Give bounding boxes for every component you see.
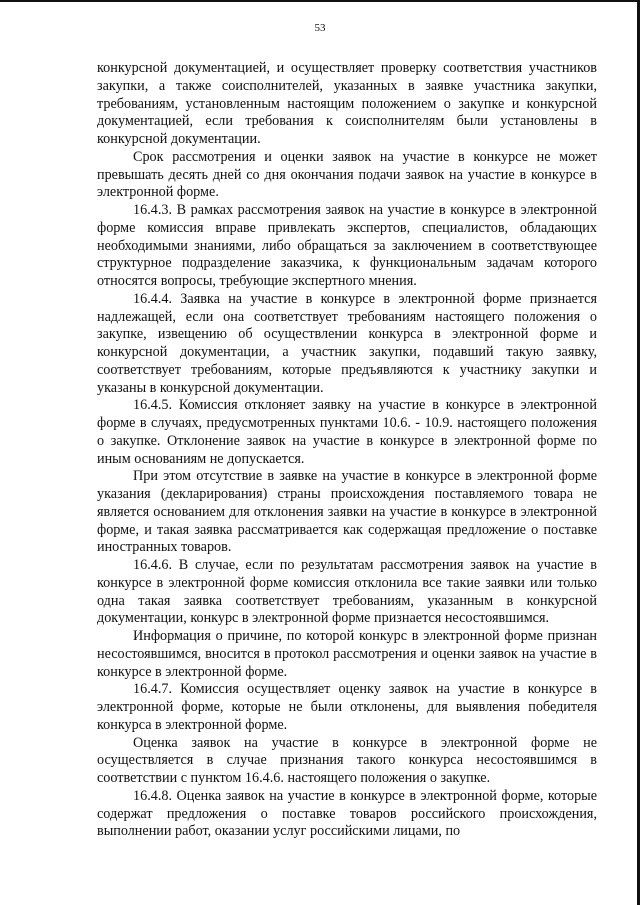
paragraph: Срок рассмотрения и оценки заявок на участие в конкурсе не может превышать десять дней со дня окончания подачи заявок на участие в конкурсе в электронной форме.	[97, 148, 597, 201]
paragraph: 16.4.3. В рамках рассмотрения заявок на участие в конкурсе в электронной форме комиссия вправе привлекать экспертов, специалистов, обладающих необходимыми знаниями, либо обращаться за заключением в соответствующее структурное подразделение заказчика, к функциональным задачам которого относятся вопросы, требующие экспертного мнения.	[97, 202, 597, 289]
paragraph: Оценка заявок на участие в конкурсе в электронной форме не осуществляется в случае признания такого конкурса несостоявшимся в соответствии с пунктом 16.4.6. настоящего положения о закупке.	[97, 734, 597, 786]
paragraph: 16.4.7. Комиссия осуществляет оценку заявок на участие в конкурсе в электронной форме, которые не были отклонены, для выявления победителя конкурса в электронной форме.	[97, 681, 597, 733]
paragraph: 16.4.6. В случае, если по результатам рассмотрения заявок на участие в конкурсе в электронной форме комиссия отклонила все такие заявки или только одна такая заявка соответствует требованиям, указанным в конкурсной документации, конкурс в электронной форме признается несостоявшимся.	[97, 557, 597, 627]
paragraph: конкурсной документацией, и осуществляет проверку соответствия участников закупки, а также соисполнителей, указанных в заявке участника закупки, требованиям, установленным настоящим положением о закупке и конкурсной документацией, если требования к соисполнителям были установлены в конкурсной документации.	[97, 60, 597, 147]
scan-edge-top	[0, 0, 640, 2]
document-body	[97, 60, 597, 841]
paragraph: 16.4.4. Заявка на участие в конкурсе в электронной форме признается надлежащей, если она соответствует требованиям настоящего положения о закупке, извещению об осуществлении конкурса в электронной форме и конкурсной документации, а участник закупки, подавший такую заявку, соответствует требованиям, которые предъявляются к участнику закупки и указаны в конкурсной документации.	[97, 290, 597, 396]
paragraph: 16.4.8. Оценка заявок на участие в конкурсе в электронной форме, которые содержат предложения о поставке товаров российского происхождения, выполнении работ, оказании услуг российскими лицами, по	[97, 787, 597, 840]
paragraph: 16.4.5. Комиссия отклоняет заявку на участие в конкурсе в электронной форме в случаях, предусмотренных пунктами 10.6. - 10.9. настоящего положения о закупке. Отклонение заявок на участие в конкурсе в электронной форме по иным основаниям не допускается.	[97, 397, 597, 467]
page-number: 53	[314, 22, 326, 34]
paragraph: Информация о причине, по которой конкурс в электронной форме признан несостоявшимся, вносится в протокол рассмотрения и оценки заявок на участие в конкурсе в электронной форме.	[97, 628, 597, 680]
paragraph: При этом отсутствие в заявке на участие в конкурсе в электронной форме указания (декларирования) страны происхождения поставляемого товара не является основанием для отклонения заявки на участие в конкурсе в электронной форме, и такая заявка рассматривается как содержащая предложение о поставке иностранных товаров.	[97, 468, 597, 556]
